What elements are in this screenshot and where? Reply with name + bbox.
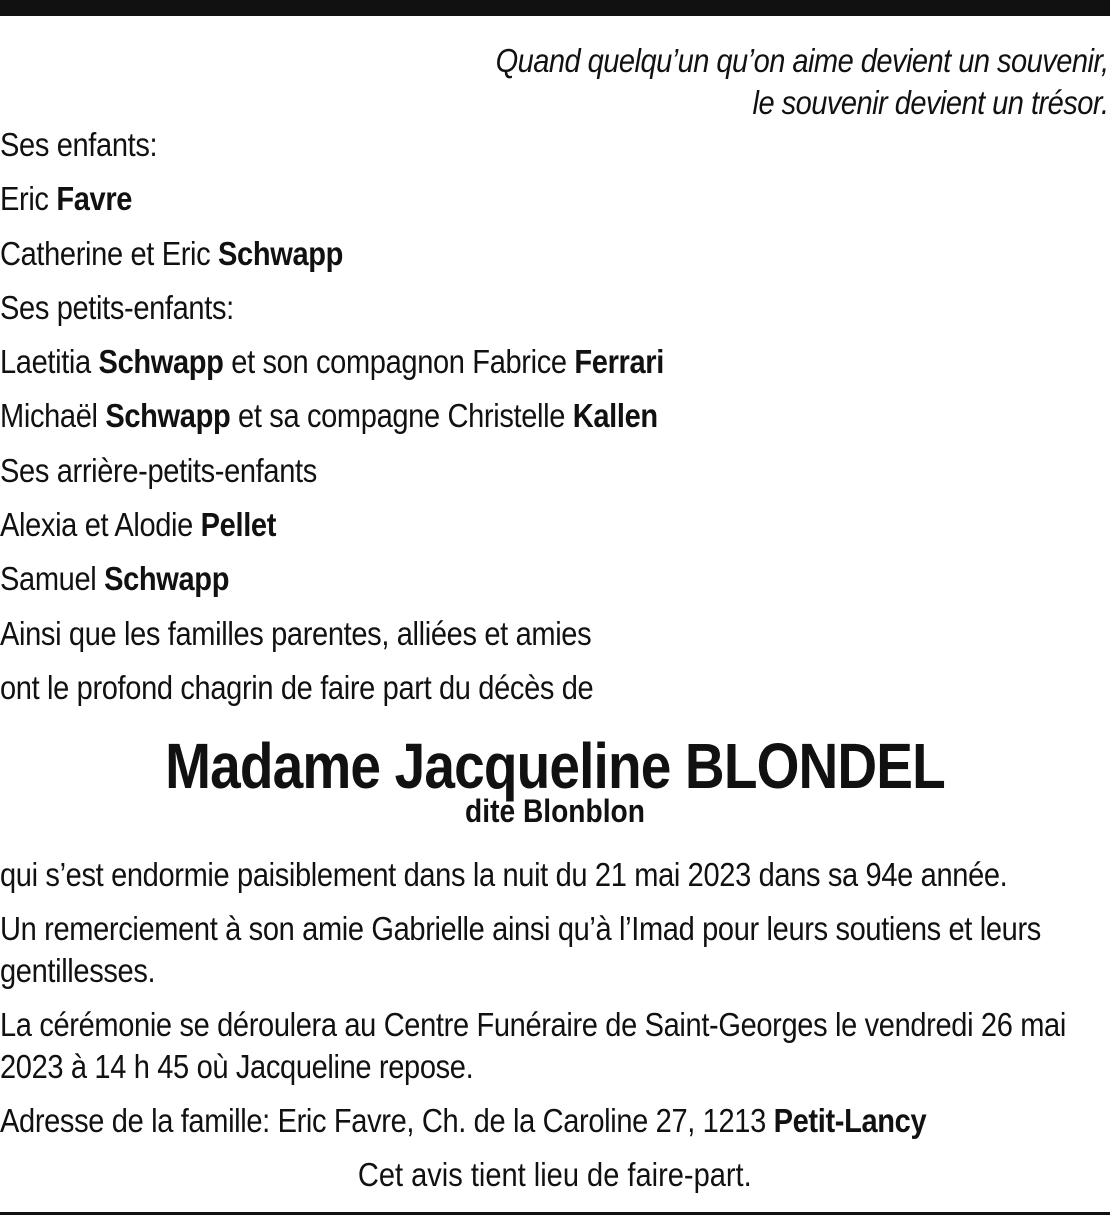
address-city: Petit-Lancy: [773, 1102, 927, 1139]
family-member: [0, 504, 664, 558]
top-rule: [0, 0, 1110, 16]
notice-body: [0, 854, 1109, 1154]
first-name: Alexia et Alodie: [0, 506, 201, 544]
last-name: Schwapp: [218, 234, 344, 272]
first-name: Michaël: [0, 397, 106, 435]
family-address: [0, 1100, 1109, 1142]
epigraph-line-1: Quand quelqu’un qu’on aime devient un souvenir,: [495, 42, 1108, 79]
thanks-paragraph: Un remerciement à son amie Gabrielle ainsi qu’à l’Imad pour leurs soutiens et leurs gentillesses.: [0, 910, 1041, 989]
family-list: [0, 124, 664, 721]
first-name: Catherine et Eric: [0, 234, 219, 272]
partner-last-name: Kallen: [572, 397, 658, 435]
last-name: Pellet: [200, 506, 277, 544]
epigraph-line-2: le souvenir devient un trésor.: [752, 84, 1108, 121]
family-member: [0, 178, 664, 232]
last-name: Schwapp: [98, 343, 224, 381]
deceased-alias: dite Blonblon: [465, 793, 645, 829]
family-member: [0, 341, 664, 395]
last-name: Schwapp: [105, 397, 231, 435]
family-member: [0, 233, 664, 287]
last-name: Schwapp: [104, 560, 230, 598]
last-name: Favre: [56, 180, 133, 218]
deceased-block: [0, 728, 1110, 828]
family-member: [0, 558, 664, 612]
greatgrandchildren-heading: Ses arrière-petits-enfants: [0, 451, 317, 489]
closing-text: Cet avis tient lieu de faire-part.: [358, 1156, 752, 1193]
partner-text: et sa compagne Christelle: [230, 397, 573, 435]
first-name: Laetitia: [0, 343, 99, 381]
deceased-name: Madame Jacqueline BLONDEL: [165, 730, 945, 802]
grandchildren-heading: Ses petits-enfants:: [0, 288, 234, 326]
relatives-line: Ainsi que les familles parentes, alliées et amies: [0, 614, 592, 652]
family-member: [0, 395, 664, 449]
closing-line: [0, 1154, 1110, 1196]
partner-last-name: Ferrari: [574, 343, 664, 381]
bottom-rule: [0, 1212, 1110, 1215]
announcement-line: ont le profond chagrin de faire part du décès de: [0, 668, 594, 706]
children-heading: Ses enfants:: [0, 126, 158, 163]
first-name: Samuel: [0, 560, 105, 598]
partner-text: et son compagnon Fabrice: [223, 343, 575, 381]
ceremony-paragraph: La cérémonie se déroulera au Centre Funéraire de Saint-Georges le vendredi 26 mai 2023 à 14 h 45 où Jacqueline repose.: [0, 1006, 1066, 1085]
first-name: Eric: [0, 180, 57, 218]
epigraph: [495, 40, 1108, 124]
death-notice: qui s’est endormie paisiblement dans la nuit du 21 mai 2023 dans sa 94e année.: [0, 856, 1008, 893]
address-text: Adresse de la famille: Eric Favre, Ch. de la Caroline 27, 1213: [0, 1102, 774, 1139]
